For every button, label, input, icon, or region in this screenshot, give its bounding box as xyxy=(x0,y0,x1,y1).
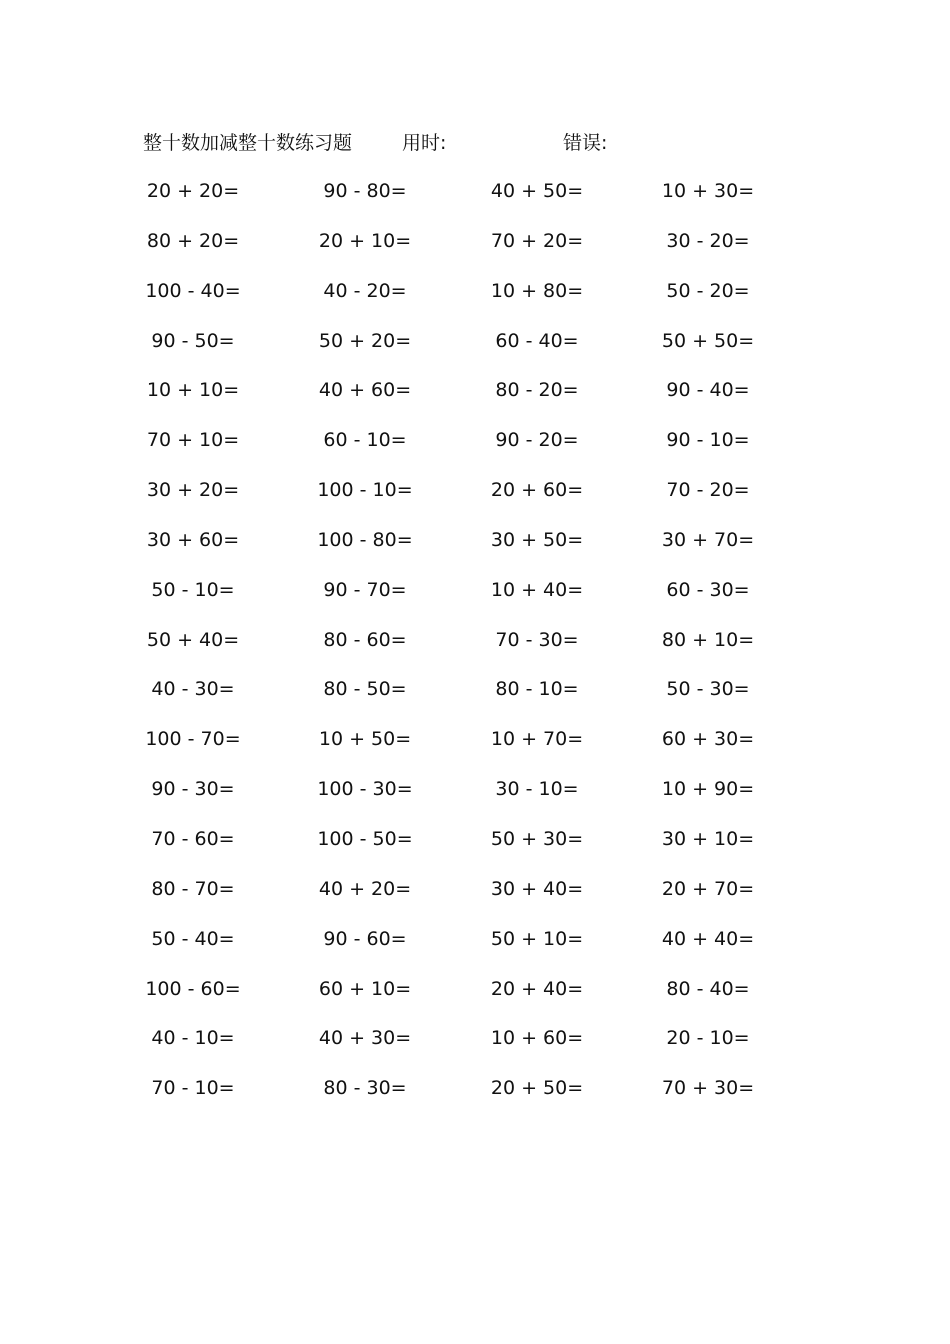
problem-row xyxy=(0,472,950,522)
problem-item: 60 + 10= xyxy=(318,977,412,1000)
problem-item: 80 - 70= xyxy=(151,877,235,900)
problem-item: 90 - 70= xyxy=(323,578,407,601)
problem-item: 50 - 40= xyxy=(151,927,235,950)
problem-item: 100 - 60= xyxy=(145,977,241,1000)
problem-item: 10 + 40= xyxy=(490,578,584,601)
problem-item: 30 + 20= xyxy=(146,479,240,502)
problem-item: 80 - 60= xyxy=(323,628,407,651)
problem-item: 40 - 30= xyxy=(151,678,235,701)
problem-item: 50 + 30= xyxy=(490,827,584,850)
problem-item: 90 - 50= xyxy=(151,329,235,352)
problem-item: 30 + 70= xyxy=(661,528,755,551)
problem-item: 40 - 10= xyxy=(151,1027,235,1050)
problem-item: 80 - 30= xyxy=(323,1077,407,1100)
problem-item: 90 - 40= xyxy=(666,379,750,402)
problem-item: 80 - 40= xyxy=(666,977,750,1000)
problem-item: 30 + 40= xyxy=(490,877,584,900)
problem-row xyxy=(0,871,950,921)
problem-row xyxy=(0,671,950,721)
problem-item: 30 + 10= xyxy=(661,827,755,850)
problem-item: 30 - 10= xyxy=(495,778,579,801)
problem-row xyxy=(0,921,950,971)
problem-item: 10 + 60= xyxy=(490,1027,584,1050)
problem-item: 60 - 10= xyxy=(323,429,407,452)
worksheet-header xyxy=(0,128,950,158)
problem-item: 70 + 30= xyxy=(661,1077,755,1100)
problem-row xyxy=(0,323,950,373)
errors-label: 错误: xyxy=(563,132,608,154)
problem-item: 80 + 10= xyxy=(661,628,755,651)
problem-item: 70 + 20= xyxy=(490,229,584,252)
problem-item: 70 - 60= xyxy=(151,827,235,850)
problem-item: 10 + 10= xyxy=(146,379,240,402)
problem-item: 50 - 30= xyxy=(666,678,750,701)
problem-item: 20 + 40= xyxy=(490,977,584,1000)
problem-item: 100 - 10= xyxy=(317,479,413,502)
problem-item: 30 - 20= xyxy=(666,229,750,252)
problem-item: 40 + 50= xyxy=(490,180,584,202)
problem-item: 70 - 10= xyxy=(151,1077,235,1100)
problem-item: 90 - 20= xyxy=(495,429,579,452)
problem-item: 70 - 20= xyxy=(666,479,750,502)
problem-item: 10 + 90= xyxy=(661,778,755,801)
problem-item: 80 - 20= xyxy=(495,379,579,402)
problem-item: 90 - 10= xyxy=(666,429,750,452)
problem-item: 90 - 60= xyxy=(323,927,407,950)
problem-item: 100 - 40= xyxy=(145,279,241,302)
problem-row xyxy=(0,223,950,273)
problem-item: 100 - 70= xyxy=(145,728,241,751)
problem-item: 70 - 30= xyxy=(495,628,579,651)
problem-item: 40 - 20= xyxy=(323,279,407,302)
problem-item: 40 + 40= xyxy=(661,927,755,950)
problem-item: 20 + 70= xyxy=(661,877,755,900)
problem-item: 10 + 70= xyxy=(490,728,584,751)
problem-item: 60 - 30= xyxy=(666,578,750,601)
problem-item: 90 - 80= xyxy=(323,180,407,202)
problem-item: 10 + 30= xyxy=(661,180,755,202)
problem-item: 20 + 50= xyxy=(490,1077,584,1100)
problem-item: 80 - 50= xyxy=(323,678,407,701)
problem-item: 20 - 10= xyxy=(666,1027,750,1050)
problem-row xyxy=(0,721,950,771)
problem-item: 40 + 20= xyxy=(318,877,412,900)
problem-row xyxy=(0,1070,950,1120)
problem-item: 40 + 60= xyxy=(318,379,412,402)
problem-item: 40 + 30= xyxy=(318,1027,412,1050)
problem-row xyxy=(0,1020,950,1070)
problem-item: 30 + 60= xyxy=(146,528,240,551)
problem-item: 90 - 30= xyxy=(151,778,235,801)
problem-item: 50 + 50= xyxy=(661,329,755,352)
problem-row xyxy=(0,173,950,223)
problem-item: 60 - 40= xyxy=(495,329,579,352)
problem-row xyxy=(0,522,950,572)
problem-row xyxy=(0,821,950,871)
time-label: 用时: xyxy=(402,132,447,154)
problem-item: 20 + 20= xyxy=(146,180,240,202)
problem-item: 20 + 10= xyxy=(318,229,412,252)
problem-item: 100 - 30= xyxy=(317,778,413,801)
problem-item: 100 - 80= xyxy=(317,528,413,551)
problem-item: 50 + 20= xyxy=(318,329,412,352)
problem-row xyxy=(0,771,950,821)
problem-item: 80 + 20= xyxy=(146,229,240,252)
problem-grid xyxy=(0,173,950,1120)
worksheet-title: 整十数加减整十数练习题 xyxy=(143,132,353,154)
problem-row xyxy=(0,273,950,323)
problem-item: 50 + 10= xyxy=(490,927,584,950)
problem-item: 100 - 50= xyxy=(317,827,413,850)
problem-item: 10 + 80= xyxy=(490,279,584,302)
problem-item: 50 - 20= xyxy=(666,279,750,302)
problem-item: 60 + 30= xyxy=(661,728,755,751)
problem-row xyxy=(0,372,950,422)
problem-item: 30 + 50= xyxy=(490,528,584,551)
problem-item: 10 + 50= xyxy=(318,728,412,751)
problem-item: 70 + 10= xyxy=(146,429,240,452)
problem-item: 50 + 40= xyxy=(146,628,240,651)
problem-item: 50 - 10= xyxy=(151,578,235,601)
problem-item: 80 - 10= xyxy=(495,678,579,701)
problem-row xyxy=(0,622,950,672)
problem-row xyxy=(0,572,950,622)
problem-item: 20 + 60= xyxy=(490,479,584,502)
problem-row xyxy=(0,422,950,472)
problem-row xyxy=(0,971,950,1021)
